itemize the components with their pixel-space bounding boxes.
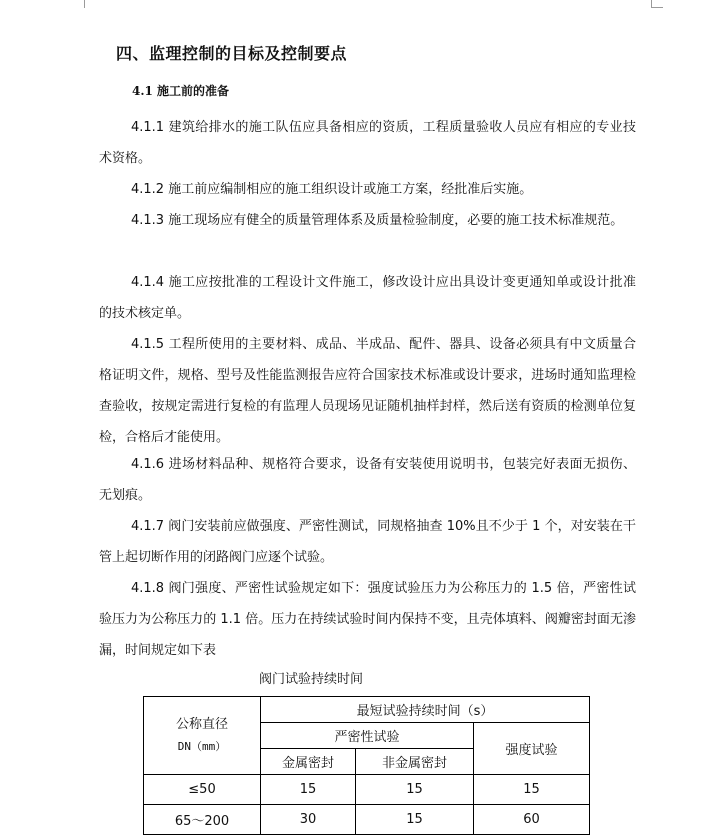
header-metal-seal: 金属密封 <box>261 749 356 775</box>
crop-mark-top-left-v <box>84 0 85 8</box>
paragraph-4-1-8: 4.1.8 阀门强度、严密性试验规定如下：强度试验压力为公称压力的 1.5 倍，严密性试验压力为公称压力的 1.1 倍。压力在持续试验时间内保持不变，且壳体填料、阀瓣密封面无渗漏，时间规定如下表 <box>99 581 636 658</box>
header-min-test-duration: 最短试验持续时间（s） <box>261 697 590 723</box>
paragraph-4-1-4: 4.1.4 施工应按批准的工程设计文件施工，修改设计应出具设计变更通知单或设计批准的技术核定单。 <box>99 275 636 321</box>
table-cell-strength: 15 <box>474 775 590 805</box>
table-cell-dn: ≤50 <box>144 775 261 805</box>
section-heading: 4.1 施工前的准备 <box>132 84 230 98</box>
header-dn-unit: DN（mm） <box>177 739 227 753</box>
chapter-heading: 四、监理控制的目标及控制要点 <box>116 44 348 63</box>
table-cell-dn: 65～200 <box>144 805 261 835</box>
table-caption: 阀门试验持续时间 <box>259 672 364 687</box>
table-cell-metal: 30 <box>261 805 356 835</box>
paragraph-4-1-3: 4.1.3 施工现场应有健全的质量管理体系及质量检验制度，必要的施工技术标准规范。 <box>131 213 624 228</box>
header-strength-test: 强度试验 <box>474 723 590 775</box>
header-tightness-test: 严密性试验 <box>261 723 474 749</box>
paragraph-4-1-5: 4.1.5 工程所使用的主要材料、成品、半成品、配件、器具、设备必须具有中文质量合格证明文件，规格、型号及性能监测报告应符合国家技术标准或设计要求，进场时通知监理检查验收，按规定需进行复检的有监理人员现场见证随机抽样封样，然后送有资质的检测单位复检，合格后才能使用。 <box>99 337 636 445</box>
paragraph-4-1-6: 4.1.6 进场材料品种、规格符合要求，设备有安装使用说明书，包装完好表面无损伤、无划痕。 <box>99 457 636 503</box>
table-cell-metal: 15 <box>261 775 356 805</box>
table-cell-nonmetal: 15 <box>356 805 474 835</box>
crop-mark-top-right-h <box>651 7 663 8</box>
paragraph-4-1-7: 4.1.7 阀门安装前应做强度、严密性测试，同规格抽查 10%且不少于 1 个，对安装在干管上起切断作用的闭路阀门应逐个试验。 <box>99 519 636 565</box>
header-nonmetal-seal: 非金属密封 <box>356 749 474 775</box>
paragraph-4-1-2: 4.1.2 施工前应编制相应的施工组织设计或施工方案，经批准后实施。 <box>131 182 533 197</box>
header-nominal-diameter-label: 公称直径 <box>175 716 228 732</box>
paragraph-4-1-1: 4.1.1 建筑给排水的施工队伍应具备相应的资质，工程质量验收人员应有相应的专业技术资格。 <box>99 120 636 166</box>
table-cell-strength: 60 <box>474 805 590 835</box>
valve-test-duration-table <box>143 696 590 835</box>
table-cell-nonmetal: 15 <box>356 775 474 805</box>
header-nominal-diameter <box>144 697 261 775</box>
